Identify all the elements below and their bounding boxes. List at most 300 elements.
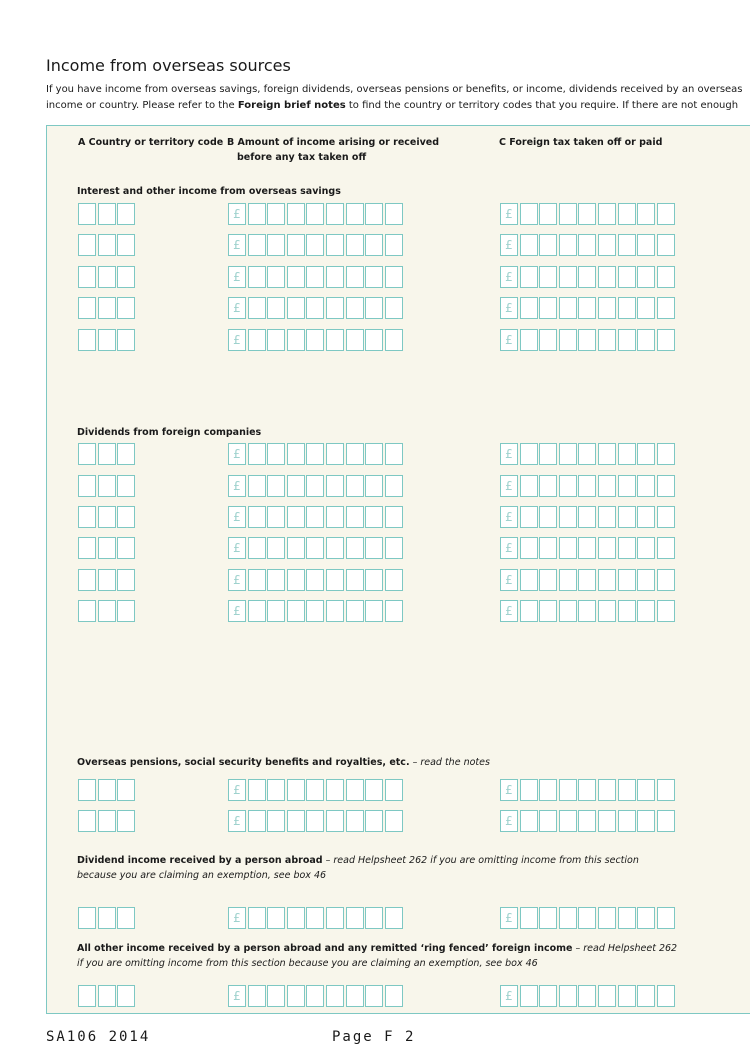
income-amount-box[interactable]	[326, 203, 344, 225]
form-id: SA106 2014	[46, 1029, 151, 1045]
income-amount-box[interactable]	[365, 779, 383, 801]
income-amount-box[interactable]	[365, 203, 383, 225]
pound-sign: £	[500, 569, 518, 591]
foreign-tax-box[interactable]	[657, 329, 675, 351]
income-amount-box[interactable]	[385, 569, 403, 591]
foreign-tax-box[interactable]	[559, 600, 577, 622]
foreign-tax-box[interactable]	[598, 203, 616, 225]
country-code-box[interactable]	[117, 234, 135, 256]
foreign-tax-box[interactable]	[637, 600, 655, 622]
income-amount-box[interactable]	[287, 779, 305, 801]
foreign-tax-box[interactable]	[539, 443, 557, 465]
foreign-tax-box[interactable]	[598, 779, 616, 801]
foreign-tax-box[interactable]	[637, 506, 655, 528]
income-amount-box[interactable]	[385, 297, 403, 319]
income-amount-box[interactable]	[287, 234, 305, 256]
income-amount-box[interactable]	[306, 443, 324, 465]
foreign-tax-box[interactable]	[637, 537, 655, 559]
foreign-tax-box[interactable]	[618, 266, 636, 288]
income-amount-box[interactable]	[326, 907, 344, 929]
income-amount-box[interactable]	[365, 810, 383, 832]
country-code-box[interactable]	[117, 985, 135, 1007]
income-amount-box[interactable]	[267, 234, 285, 256]
income-amount-box[interactable]	[267, 329, 285, 351]
foreign-tax-box[interactable]	[598, 506, 616, 528]
income-amount-box[interactable]	[346, 985, 364, 1007]
country-code-box[interactable]	[117, 810, 135, 832]
foreign-tax-box[interactable]	[618, 907, 636, 929]
foreign-tax-box[interactable]	[520, 266, 538, 288]
foreign-tax-box[interactable]	[539, 569, 557, 591]
foreign-tax-box[interactable]	[539, 329, 557, 351]
foreign-tax-box[interactable]	[657, 443, 675, 465]
income-amount-box[interactable]	[248, 569, 266, 591]
income-amount-box[interactable]	[306, 329, 324, 351]
income-amount-box[interactable]	[385, 985, 403, 1007]
foreign-tax-box[interactable]	[559, 203, 577, 225]
country-code-box[interactable]	[117, 443, 135, 465]
country-code-box[interactable]	[117, 203, 135, 225]
income-amount-box[interactable]	[267, 907, 285, 929]
country-code-box[interactable]	[78, 329, 96, 351]
foreign-tax-box[interactable]	[539, 297, 557, 319]
country-code-box[interactable]	[78, 779, 96, 801]
income-amount-box[interactable]	[248, 779, 266, 801]
foreign-tax-box[interactable]	[598, 443, 616, 465]
country-code-box[interactable]	[78, 506, 96, 528]
income-amount-box[interactable]	[267, 810, 285, 832]
income-amount-box[interactable]	[287, 506, 305, 528]
income-amount-box[interactable]	[306, 779, 324, 801]
income-amount-box[interactable]	[326, 329, 344, 351]
income-amount-box[interactable]	[287, 475, 305, 497]
income-amount-box[interactable]	[248, 266, 266, 288]
foreign-tax-box[interactable]	[520, 569, 538, 591]
foreign-tax-box[interactable]	[618, 569, 636, 591]
income-amount-box[interactable]	[365, 266, 383, 288]
income-amount-box[interactable]	[365, 985, 383, 1007]
foreign-tax-box[interactable]	[598, 297, 616, 319]
income-amount-box[interactable]	[326, 569, 344, 591]
foreign-tax-box[interactable]	[559, 569, 577, 591]
foreign-tax-box[interactable]	[637, 569, 655, 591]
country-code-box[interactable]	[117, 475, 135, 497]
pound-sign: £	[228, 234, 246, 256]
foreign-tax-box[interactable]	[578, 443, 596, 465]
income-amount-box[interactable]	[326, 779, 344, 801]
country-code-box[interactable]	[98, 985, 116, 1007]
income-amount-box[interactable]	[287, 266, 305, 288]
income-amount-box[interactable]	[306, 266, 324, 288]
foreign-tax-box[interactable]	[618, 203, 636, 225]
income-amount-box[interactable]	[326, 600, 344, 622]
foreign-tax-box[interactable]	[539, 810, 557, 832]
foreign-tax-box[interactable]	[578, 234, 596, 256]
foreign-tax-box[interactable]	[520, 506, 538, 528]
country-code-box[interactable]	[78, 203, 96, 225]
foreign-tax-box[interactable]	[539, 506, 557, 528]
income-amount-box[interactable]	[346, 297, 364, 319]
entry-row-savings	[0, 297, 750, 319]
foreign-tax-box[interactable]	[637, 985, 655, 1007]
income-amount-box[interactable]	[267, 779, 285, 801]
country-code-box[interactable]	[98, 443, 116, 465]
foreign-tax-box[interactable]	[578, 569, 596, 591]
income-amount-box[interactable]	[287, 443, 305, 465]
income-amount-box[interactable]	[306, 537, 324, 559]
foreign-tax-box[interactable]	[637, 234, 655, 256]
foreign-tax-box[interactable]	[578, 203, 596, 225]
country-code-box[interactable]	[117, 907, 135, 929]
income-amount-box[interactable]	[248, 475, 266, 497]
income-amount-box[interactable]	[287, 985, 305, 1007]
income-amount-box[interactable]	[365, 329, 383, 351]
income-amount-box[interactable]	[365, 234, 383, 256]
pound-sign: £	[500, 600, 518, 622]
foreign-tax-box[interactable]	[618, 297, 636, 319]
income-amount-box[interactable]	[385, 203, 403, 225]
income-amount-box[interactable]	[326, 297, 344, 319]
income-amount-box[interactable]	[346, 475, 364, 497]
country-code-box[interactable]	[98, 266, 116, 288]
income-amount-box[interactable]	[346, 779, 364, 801]
income-amount-box[interactable]	[267, 203, 285, 225]
income-amount-box[interactable]	[267, 506, 285, 528]
income-amount-box[interactable]	[267, 537, 285, 559]
country-code-box[interactable]	[78, 537, 96, 559]
income-amount-box[interactable]	[248, 810, 266, 832]
foreign-tax-box[interactable]	[539, 266, 557, 288]
foreign-tax-box[interactable]	[578, 537, 596, 559]
income-amount-box[interactable]	[287, 569, 305, 591]
foreign-tax-box[interactable]	[657, 297, 675, 319]
country-code-box[interactable]	[98, 600, 116, 622]
foreign-tax-box[interactable]	[618, 600, 636, 622]
income-amount-box[interactable]	[365, 600, 383, 622]
foreign-tax-box[interactable]	[657, 506, 675, 528]
income-amount-box[interactable]	[385, 810, 403, 832]
country-code-box[interactable]	[117, 537, 135, 559]
foreign-tax-box[interactable]	[618, 443, 636, 465]
income-amount-box[interactable]	[326, 985, 344, 1007]
country-code-box[interactable]	[78, 810, 96, 832]
income-amount-box[interactable]	[248, 907, 266, 929]
income-amount-box[interactable]	[248, 443, 266, 465]
entry-row-dividends	[0, 475, 750, 497]
income-amount-box[interactable]	[385, 443, 403, 465]
foreign-tax-box[interactable]	[637, 329, 655, 351]
foreign-tax-box[interactable]	[520, 537, 538, 559]
income-amount-box[interactable]	[346, 506, 364, 528]
income-amount-box[interactable]	[306, 203, 324, 225]
income-amount-box[interactable]	[346, 443, 364, 465]
foreign-tax-box[interactable]	[578, 266, 596, 288]
foreign-tax-box[interactable]	[637, 475, 655, 497]
country-code-box[interactable]	[78, 443, 96, 465]
foreign-tax-box[interactable]	[657, 537, 675, 559]
foreign-tax-box[interactable]	[520, 297, 538, 319]
foreign-tax-box[interactable]	[520, 329, 538, 351]
foreign-tax-box[interactable]	[578, 907, 596, 929]
foreign-tax-box[interactable]	[637, 266, 655, 288]
foreign-tax-box[interactable]	[578, 985, 596, 1007]
income-amount-box[interactable]	[346, 810, 364, 832]
income-amount-box[interactable]	[306, 475, 324, 497]
foreign-tax-box[interactable]	[559, 266, 577, 288]
income-amount-box[interactable]	[287, 297, 305, 319]
foreign-tax-box[interactable]	[539, 234, 557, 256]
foreign-tax-box[interactable]	[598, 537, 616, 559]
income-amount-box[interactable]	[248, 600, 266, 622]
country-code-box[interactable]	[78, 569, 96, 591]
foreign-tax-box[interactable]	[520, 985, 538, 1007]
entry-row-pensions	[0, 810, 750, 832]
income-amount-box[interactable]	[267, 297, 285, 319]
income-amount-box[interactable]	[287, 203, 305, 225]
foreign-tax-box[interactable]	[520, 443, 538, 465]
foreign-tax-box[interactable]	[637, 907, 655, 929]
foreign-tax-box[interactable]	[520, 907, 538, 929]
income-amount-box[interactable]	[346, 203, 364, 225]
income-amount-box[interactable]	[385, 600, 403, 622]
income-amount-box[interactable]	[326, 810, 344, 832]
country-code-box[interactable]	[98, 297, 116, 319]
income-amount-box[interactable]	[267, 266, 285, 288]
foreign-tax-box[interactable]	[578, 475, 596, 497]
country-code-box[interactable]	[98, 475, 116, 497]
country-code-box[interactable]	[117, 600, 135, 622]
foreign-tax-box[interactable]	[637, 203, 655, 225]
pound-sign: £	[228, 266, 246, 288]
income-amount-box[interactable]	[306, 907, 324, 929]
country-code-box[interactable]	[78, 266, 96, 288]
foreign-tax-box[interactable]	[520, 234, 538, 256]
foreign-tax-box[interactable]	[618, 329, 636, 351]
pound-sign: £	[228, 810, 246, 832]
pound-sign: £	[500, 985, 518, 1007]
foreign-tax-box[interactable]	[559, 907, 577, 929]
income-amount-box[interactable]	[267, 443, 285, 465]
income-amount-box[interactable]	[306, 297, 324, 319]
income-amount-box[interactable]	[385, 537, 403, 559]
income-amount-box[interactable]	[248, 506, 266, 528]
foreign-tax-box[interactable]	[539, 907, 557, 929]
foreign-tax-box[interactable]	[559, 537, 577, 559]
income-amount-box[interactable]	[267, 985, 285, 1007]
country-code-box[interactable]	[78, 985, 96, 1007]
income-amount-box[interactable]	[248, 203, 266, 225]
income-amount-box[interactable]	[248, 537, 266, 559]
income-amount-box[interactable]	[346, 266, 364, 288]
foreign-tax-box[interactable]	[559, 234, 577, 256]
foreign-tax-box[interactable]	[637, 443, 655, 465]
income-amount-box[interactable]	[385, 779, 403, 801]
income-amount-box[interactable]	[306, 810, 324, 832]
foreign-tax-box[interactable]	[598, 234, 616, 256]
foreign-tax-box[interactable]	[559, 475, 577, 497]
income-amount-box[interactable]	[365, 297, 383, 319]
foreign-tax-box[interactable]	[578, 600, 596, 622]
country-code-box[interactable]	[117, 266, 135, 288]
income-amount-box[interactable]	[346, 600, 364, 622]
foreign-tax-box[interactable]	[539, 985, 557, 1007]
income-amount-box[interactable]	[287, 329, 305, 351]
income-amount-box[interactable]	[365, 506, 383, 528]
income-amount-box[interactable]	[346, 537, 364, 559]
income-amount-box[interactable]	[385, 506, 403, 528]
country-code-box[interactable]	[78, 234, 96, 256]
income-amount-box[interactable]	[326, 266, 344, 288]
country-code-box[interactable]	[98, 537, 116, 559]
income-amount-box[interactable]	[365, 475, 383, 497]
foreign-tax-box[interactable]	[657, 779, 675, 801]
foreign-tax-box[interactable]	[559, 810, 577, 832]
income-amount-box[interactable]	[326, 506, 344, 528]
country-code-box[interactable]	[117, 569, 135, 591]
income-amount-box[interactable]	[385, 475, 403, 497]
foreign-tax-box[interactable]	[559, 506, 577, 528]
country-code-box[interactable]	[78, 907, 96, 929]
foreign-tax-box[interactable]	[618, 810, 636, 832]
pound-sign: £	[228, 329, 246, 351]
foreign-tax-box[interactable]	[559, 297, 577, 319]
income-amount-box[interactable]	[365, 443, 383, 465]
foreign-tax-box[interactable]	[598, 907, 616, 929]
income-amount-box[interactable]	[385, 234, 403, 256]
foreign-tax-box[interactable]	[657, 810, 675, 832]
country-code-box[interactable]	[98, 907, 116, 929]
foreign-tax-box[interactable]	[520, 203, 538, 225]
foreign-tax-box[interactable]	[578, 297, 596, 319]
income-amount-box[interactable]	[287, 907, 305, 929]
foreign-tax-box[interactable]	[618, 779, 636, 801]
foreign-tax-box[interactable]	[559, 329, 577, 351]
country-code-box[interactable]	[78, 297, 96, 319]
income-amount-box[interactable]	[287, 810, 305, 832]
country-code-box[interactable]	[98, 810, 116, 832]
income-amount-box[interactable]	[326, 537, 344, 559]
foreign-tax-box[interactable]	[598, 810, 616, 832]
income-amount-box[interactable]	[306, 600, 324, 622]
income-amount-box[interactable]	[267, 569, 285, 591]
income-amount-box[interactable]	[306, 234, 324, 256]
foreign-brief-notes-ref: Foreign brief notes	[237, 100, 346, 111]
income-amount-box[interactable]	[385, 329, 403, 351]
country-code-box[interactable]	[98, 329, 116, 351]
income-amount-box[interactable]	[365, 537, 383, 559]
foreign-tax-box[interactable]	[657, 475, 675, 497]
foreign-tax-box[interactable]	[539, 203, 557, 225]
foreign-tax-box[interactable]	[657, 569, 675, 591]
income-amount-box[interactable]	[248, 985, 266, 1007]
income-amount-box[interactable]	[267, 475, 285, 497]
foreign-tax-box[interactable]	[657, 234, 675, 256]
income-amount-box[interactable]	[287, 537, 305, 559]
foreign-tax-box[interactable]	[559, 985, 577, 1007]
income-amount-box[interactable]	[326, 443, 344, 465]
foreign-tax-box[interactable]	[578, 779, 596, 801]
foreign-tax-box[interactable]	[520, 475, 538, 497]
income-amount-box[interactable]	[248, 329, 266, 351]
pound-sign: £	[500, 443, 518, 465]
income-amount-box[interactable]	[385, 266, 403, 288]
country-code-box[interactable]	[98, 234, 116, 256]
foreign-tax-box[interactable]	[618, 234, 636, 256]
foreign-tax-box[interactable]	[520, 810, 538, 832]
foreign-tax-box[interactable]	[618, 537, 636, 559]
country-code-box[interactable]	[98, 779, 116, 801]
income-amount-box[interactable]	[306, 569, 324, 591]
foreign-tax-box[interactable]	[578, 506, 596, 528]
country-code-box[interactable]	[98, 569, 116, 591]
country-code-box[interactable]	[78, 600, 96, 622]
foreign-tax-box[interactable]	[539, 537, 557, 559]
foreign-tax-box[interactable]	[637, 810, 655, 832]
foreign-tax-box[interactable]	[539, 779, 557, 801]
foreign-tax-box[interactable]	[637, 297, 655, 319]
foreign-tax-box[interactable]	[578, 810, 596, 832]
income-amount-box[interactable]	[306, 506, 324, 528]
income-amount-box[interactable]	[248, 234, 266, 256]
foreign-tax-box[interactable]	[539, 600, 557, 622]
foreign-tax-box[interactable]	[618, 985, 636, 1007]
income-amount-box[interactable]	[346, 569, 364, 591]
foreign-tax-box[interactable]	[598, 600, 616, 622]
foreign-tax-box[interactable]	[520, 600, 538, 622]
foreign-tax-box[interactable]	[598, 266, 616, 288]
income-amount-box[interactable]	[267, 600, 285, 622]
foreign-tax-box[interactable]	[578, 329, 596, 351]
income-amount-box[interactable]	[365, 907, 383, 929]
income-amount-box[interactable]	[385, 907, 403, 929]
foreign-tax-box[interactable]	[539, 475, 557, 497]
income-amount-box[interactable]	[306, 985, 324, 1007]
country-code-box[interactable]	[98, 506, 116, 528]
country-code-box[interactable]	[98, 203, 116, 225]
country-code-box[interactable]	[117, 506, 135, 528]
foreign-tax-box[interactable]	[637, 779, 655, 801]
foreign-tax-box[interactable]	[598, 569, 616, 591]
country-code-box[interactable]	[78, 475, 96, 497]
foreign-tax-box[interactable]	[657, 907, 675, 929]
income-amount-box[interactable]	[365, 569, 383, 591]
foreign-tax-box[interactable]	[559, 443, 577, 465]
country-code-box[interactable]	[117, 779, 135, 801]
country-code-box[interactable]	[117, 329, 135, 351]
income-amount-box[interactable]	[326, 234, 344, 256]
foreign-tax-box[interactable]	[657, 985, 675, 1007]
foreign-tax-box[interactable]	[598, 985, 616, 1007]
country-code-box[interactable]	[117, 297, 135, 319]
intro-text	[46, 82, 750, 114]
foreign-tax-box[interactable]	[657, 266, 675, 288]
income-amount-box[interactable]	[346, 907, 364, 929]
foreign-tax-box[interactable]	[598, 329, 616, 351]
income-amount-box[interactable]	[346, 329, 364, 351]
foreign-tax-box[interactable]	[657, 600, 675, 622]
foreign-tax-box[interactable]	[559, 779, 577, 801]
foreign-tax-box[interactable]	[657, 203, 675, 225]
income-amount-box[interactable]	[248, 297, 266, 319]
foreign-tax-box[interactable]	[598, 475, 616, 497]
dividend-abroad-note-line-2: because you are claiming an exemption, see box 46	[77, 870, 327, 881]
foreign-tax-box[interactable]	[618, 475, 636, 497]
income-amount-box[interactable]	[326, 475, 344, 497]
income-amount-box[interactable]	[346, 234, 364, 256]
income-amount-box[interactable]	[287, 600, 305, 622]
foreign-tax-box[interactable]	[520, 779, 538, 801]
foreign-tax-box[interactable]	[618, 506, 636, 528]
